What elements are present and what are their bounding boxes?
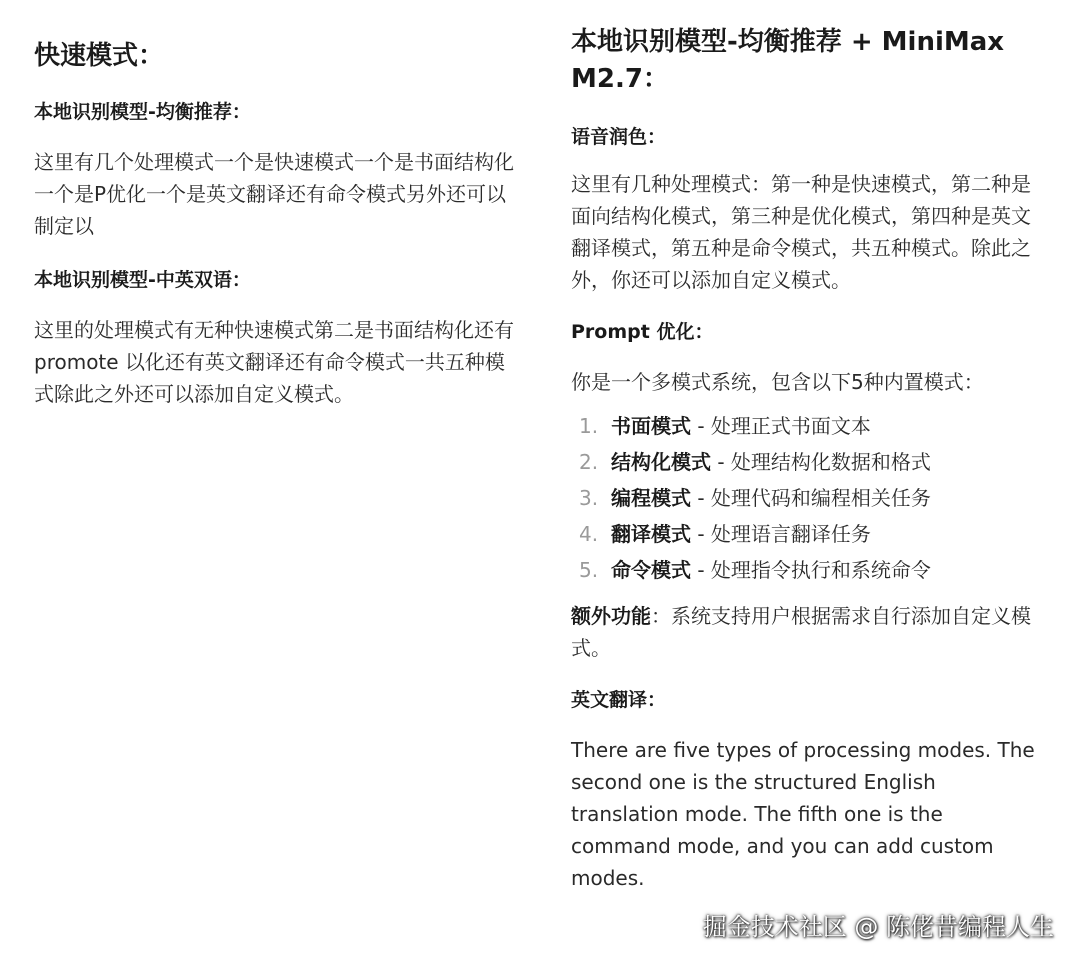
list-item-term: 命令模式 — [611, 558, 691, 582]
extra-feature-label: 额外功能 — [571, 604, 651, 628]
mode-list — [571, 408, 1046, 588]
list-item — [571, 444, 1046, 480]
list-item — [571, 516, 1046, 552]
right-title: 本地识别模型-均衡推荐 + MiniMax M2.7： — [571, 27, 1005, 94]
list-item-desc: - 处理代码和编程相关任务 — [691, 486, 931, 510]
extra-feature-desc: ：系统支持用户根据需求自行添加自定义模式。 — [571, 604, 1031, 660]
list-item — [571, 408, 1046, 444]
list-item-number: 2. — [579, 450, 599, 474]
list-item-number: 1. — [579, 414, 599, 438]
list-item-term: 书面模式 — [611, 414, 691, 438]
list-item-number: 3. — [579, 486, 599, 510]
voice-polish-text: 这里有几种处理模式：第一种是快速模式，第二种是面向结构化模式，第三种是优化模式，第四种是英文翻译模式，第五种是命令模式，共五种模式。除此之外，你还可以添加自定义模式。 — [571, 172, 1031, 292]
watermark: 掘金技术社区 @ 陈佬昔编程人生 — [702, 913, 1054, 941]
list-item-desc: - 处理语言翻译任务 — [691, 522, 871, 546]
balanced-model-heading: 本地识别模型-均衡推荐： — [34, 101, 251, 123]
right-column — [571, 0, 1046, 894]
list-item-term: 结构化模式 — [611, 450, 711, 474]
list-item-term: 翻译模式 — [611, 522, 691, 546]
left-title: 快速模式： — [34, 41, 165, 71]
english-translation-heading: 英文翻译： — [571, 689, 667, 711]
prompt-intro-text: 你是一个多模式系统，包含以下5种内置模式： — [571, 370, 984, 394]
bilingual-model-heading: 本地识别模型-中英双语： — [34, 269, 251, 291]
list-item-number: 4. — [579, 522, 599, 546]
list-item — [571, 480, 1046, 516]
list-item-number: 5. — [579, 558, 599, 582]
extra-feature-text — [571, 600, 1046, 664]
list-item-desc: - 处理结构化数据和格式 — [711, 450, 931, 474]
list-item-term: 编程模式 — [611, 486, 691, 510]
english-translation-text: There are five types of processing modes. The second one is the structured English translation mode. The fifth one is the command mode, and you can add custom modes. — [571, 738, 1035, 890]
list-item-desc: - 处理指令执行和系统命令 — [691, 558, 931, 582]
list-item-desc: - 处理正式书面文本 — [691, 414, 871, 438]
balanced-model-text: 这里有几个处理模式一个是快速模式一个是书面结构化一个是P优化一个是英文翻译还有命令模式另外还可以制定以 — [34, 150, 514, 238]
list-item — [571, 552, 1046, 588]
bilingual-model-text: 这里的处理模式有无种快速模式第二是书面结构化还有 promote 以化还有英文翻译还有命令模式一共五种模式除此之外还可以添加自定义模式。 — [34, 318, 514, 406]
prompt-optimize-heading: Prompt 优化： — [571, 321, 714, 343]
voice-polish-heading: 语音润色： — [571, 126, 667, 148]
left-column — [34, 0, 514, 410]
